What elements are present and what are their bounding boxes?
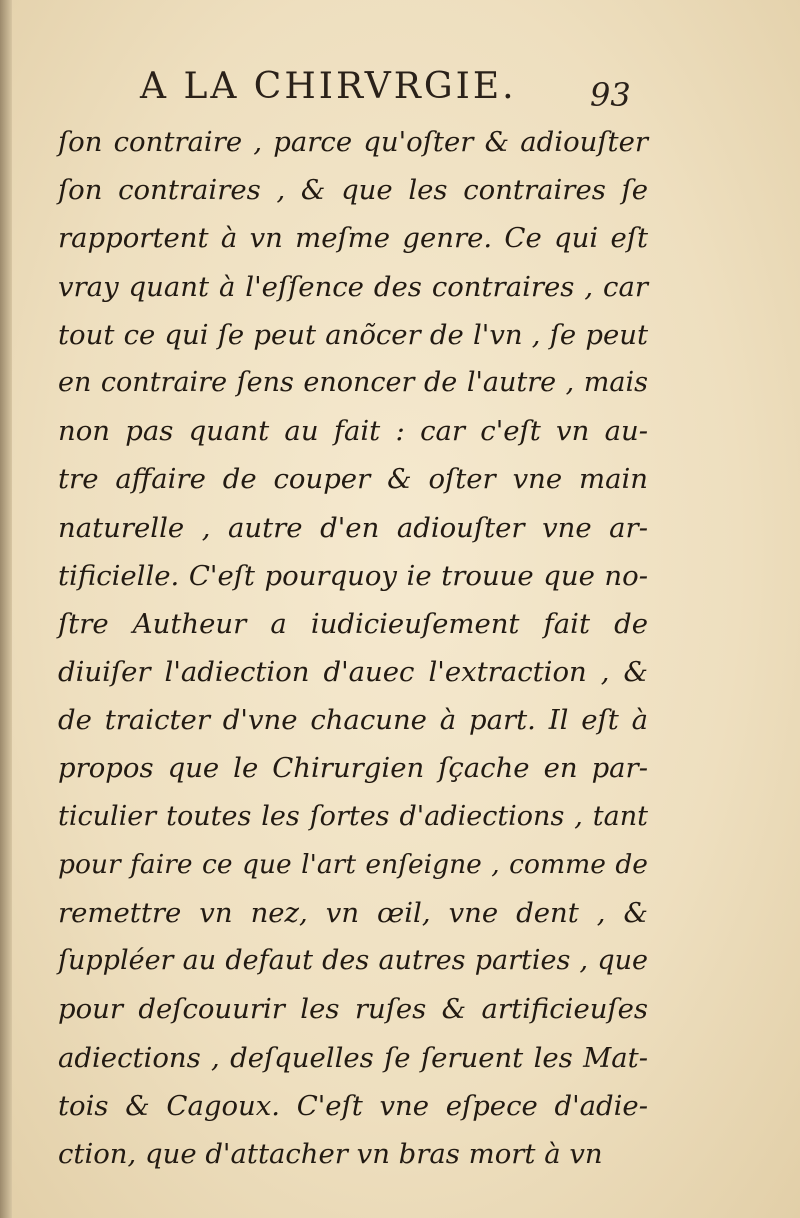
text-line: tificielle. C'eſt pourquoy ie trouue que no- <box>58 559 648 592</box>
text-line: non pas quant au fait : car c'eſt vn au- <box>58 415 648 448</box>
running-title: A LA CHIRVRGIE. <box>140 66 517 107</box>
text-line: adiections , deſquelles ſe ſeruent les Mat- <box>58 1041 648 1074</box>
page-number: 93 <box>590 76 631 114</box>
text-line: rapportent à vn meſme genre. Ce qui eſt <box>58 222 648 255</box>
text-line: tois & Cagoux. C'eſt vne eſpece d'adie- <box>58 1089 648 1122</box>
page-header <box>140 66 640 116</box>
text-line: naturelle , autre d'en adiouſter vne ar- <box>58 511 648 544</box>
text-line: en contraire ſens enoncer de l'autre , mais <box>58 366 648 398</box>
text-line: ſtre Autheur a iudicieuſement fait de <box>58 607 648 640</box>
body-text <box>58 118 648 1178</box>
text-line: pour faire ce que l'art enſeigne , comme de <box>58 848 648 880</box>
text-line: tout ce qui ſe peut anõcer de l'vn , ſe peut <box>58 318 648 351</box>
text-line: de traicter d'vne chacune à part. Il eſt à <box>58 704 648 737</box>
text-line: ſon contraires , & que les contraires ſe <box>58 174 648 207</box>
text-line: tre affaire de couper & oſter vne main <box>58 463 648 496</box>
text-line: remettre vn nez, vn œil, vne dent , & <box>58 897 648 929</box>
page-gutter <box>0 0 12 1218</box>
text-line: vray quant à l'eſſence des contraires , car <box>58 270 648 303</box>
text-line: ction, que d'attacher vn bras mort à vn <box>58 1137 603 1170</box>
text-line: ſon contraire , parce qu'oſter & adiouſter <box>58 126 648 158</box>
text-line: ticulier toutes les ſortes d'adiections , tant <box>58 800 648 832</box>
text-line: diuiſer l'adiection d'auec l'extraction , & <box>58 656 648 689</box>
text-line: pour deſcouurir les ruſes & artificieuſes <box>58 993 648 1026</box>
text-line: propos que le Chirurgien ſçache en par- <box>58 752 648 785</box>
text-line: ſuppléer au defaut des autres parties , que <box>58 945 648 977</box>
